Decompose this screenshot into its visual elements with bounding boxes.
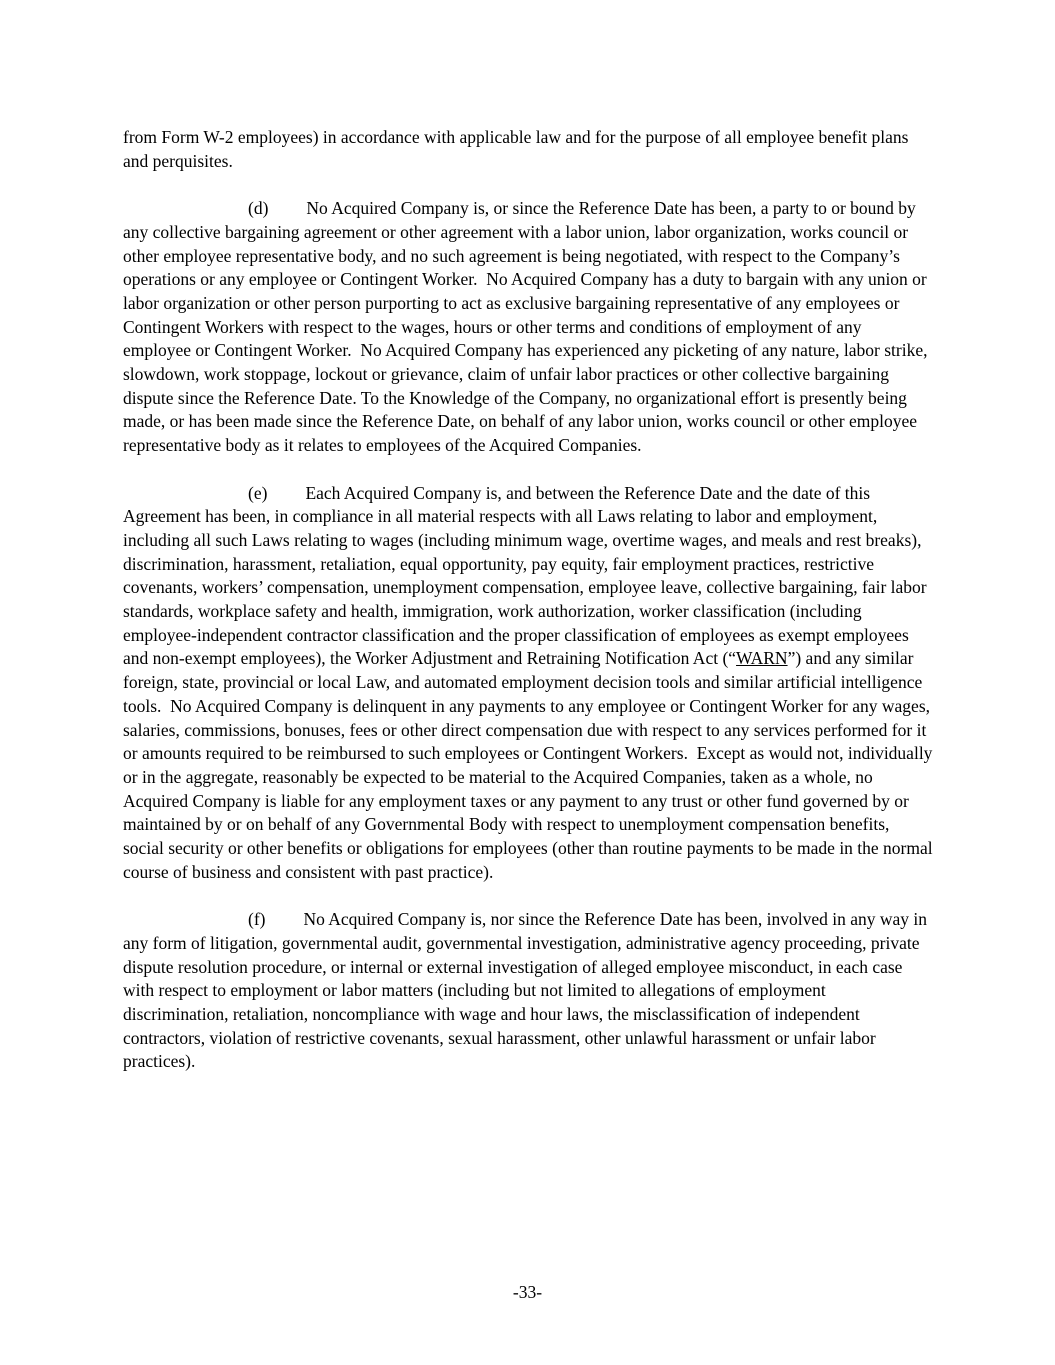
page-content — [123, 126, 938, 1098]
paragraph-f-label: (f) — [248, 909, 266, 930]
page-number: -33- — [512, 1282, 543, 1302]
paragraph-e — [123, 482, 938, 885]
paragraph-f-text: No Acquired Company is, nor since the Reference Date has been, involved in any way in any form of litigation, governmental audit, governmental investigation, administrative agency proceeding, private dispute resolution procedure, or internal or external investigation of alleged employee misconduct, in each case with respect to employment or labor matters (including but not limited to allegations of employment discrimination, retaliation, noncompliance with wage and hour laws, the misclassification of independent contractors, violation of restrictive covenants, sexual harassment, other unlawful harassment or unfair labor practices). — [123, 909, 932, 1072]
page-footer — [0, 1281, 1055, 1305]
warn-underlined-term: WARN — [736, 648, 788, 669]
paragraph-e-label: (e) — [248, 482, 268, 503]
paragraph-d — [123, 197, 933, 458]
tab-space — [268, 213, 306, 214]
tab-space — [267, 498, 305, 499]
paragraph-d-label: (d) — [248, 198, 269, 219]
paragraph-continuation — [123, 126, 933, 173]
paragraph-e-text-before-warn: Each Acquired Company is, and between the Reference Date and the date of this Agreement has been, in compliance in all material respects with all Laws relating to labor and employment, including all such Laws relating to wages (including minimum wage, overtime wages, and meals and rest breaks), discrimination, harassment, retaliation, equal opportunity, pay equity, fair employment practices, restrictive covenants, workers’ compensation, unemployment compensation, employee leave, collective bargaining, fair labor standards, workplace safety and health, immigration, work authorization, worker classification (including employee-independent contractor classification and the proper classification of employees as exempt employees and non-exempt employees), the Worker Adjustment and Retraining Notification Act (“ — [123, 482, 931, 669]
paragraph-e-text-after-warn: ”) and any similar foreign, state, provincial or local Law, and automated employment decision tools and similar artificial intelligence tools. No Acquired Company is delinquent in any payments to any employee or Contingent Worker for any wages, salaries, commissions, bonuses, fees or other direct compensation due with respect to any services performed for it or amounts required to be reimbursed to such employees or Contingent Workers. Except as would not, individually or in the aggregate, reasonably be expected to be material to the Acquired Companies, taken as a whole, no Acquired Company is liable for any employment taxes or any payment to any trust or other fund governed by or maintained by or on behalf of any Governmental Body with respect to unemployment compensation benefits, social security or other benefits or obligations for employees (other than routine payments to be made in the normal course of business and consistent with past practice). — [123, 648, 938, 882]
paragraph-f — [123, 908, 933, 1074]
paragraph-d-text: No Acquired Company is, or since the Reference Date has been, a party to or bound by any collective bargaining agreement or other agreement with a labor union, labor organization, works council or other employee representative body, and no such agreement is being negotiated, with respect to the Company’s operations or any employee or Contingent Worker. No Acquired Company has a duty to bargain with any union or labor organization or other person purporting to act as exclusive bargaining representative of any employees or Contingent Workers with respect to the wages, hours or other terms and conditions of employment of any employee or Contingent Worker. No Acquired Company has experienced any picketing of any nature, labor strike, slowdown, work stoppage, lockout or grievance, claim of unfair labor practices or other collective bargaining dispute since the Reference Date. To the Knowledge of the Company, no organizational effort is presently being made, or has been made since the Reference Date, on behalf of any labor union, works council or other employee representative body as it relates to employees of the Acquired Companies. — [123, 198, 932, 456]
paragraph-text: from Form W-2 employees) in accordance with applicable law and for the purpose of all employee benefit plans and perquisites. — [123, 127, 913, 171]
tab-space — [265, 924, 303, 925]
